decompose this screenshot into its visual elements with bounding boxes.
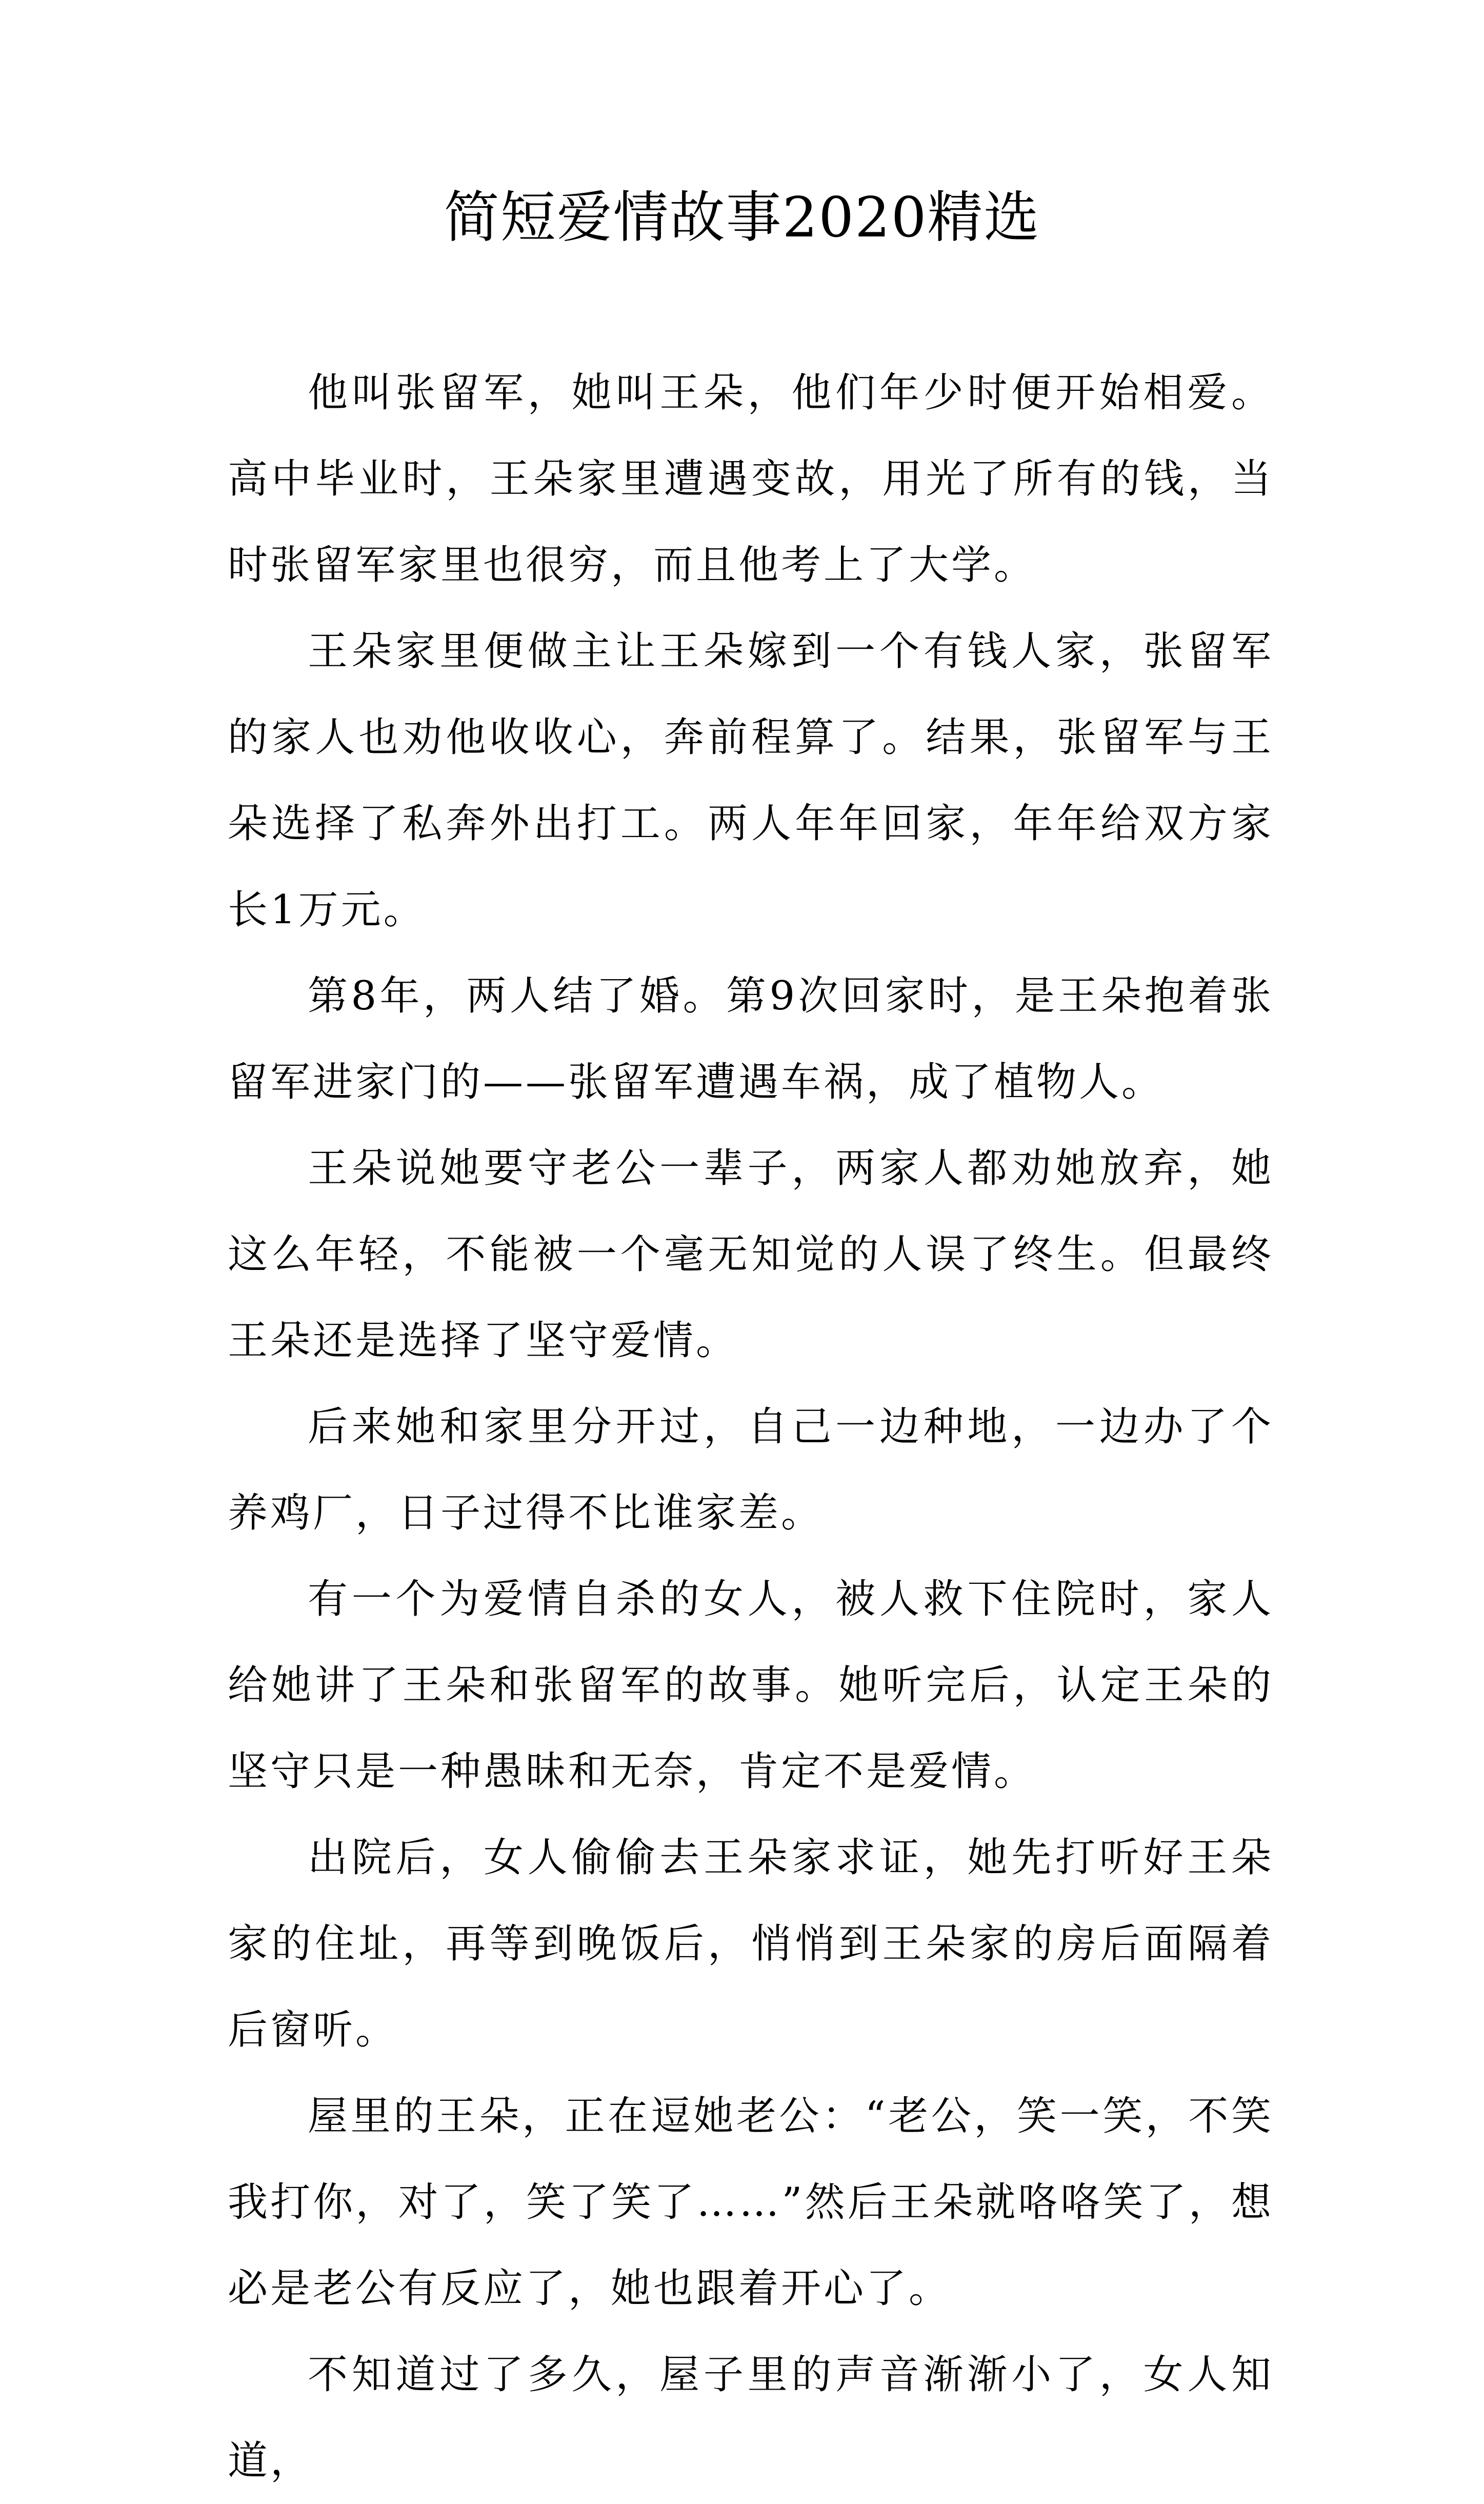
paragraph-5: 后来她和家里分开过，自己一边种地，一边办了个养鸡厂，日子过得不比谁家差。 (228, 1404, 1274, 1536)
paragraph-7: 出院后，女人偷偷去王朵家求证，她先打听好王朵家的住址，再等到晚饭后，悄悄到王朵家的房后面隔着后窗听。 (228, 1835, 1274, 2053)
document-title: 简短爱情故事2020精选 (444, 186, 1040, 250)
paragraph-6: 有一个为爱情自杀的女人，被人救下住院时，家人给她讲了王朵和张留军的故事。她听完后，认定王朵的坚守只是一种愚昧和无奈，肯定不是爱情。 (228, 1576, 1274, 1795)
paragraph-1: 他叫张留军，她叫王朵，他们年少时便开始相爱。高中毕业时，王朵家里遭遇变故，用光了所有的钱，当时张留军家里也很穷，而且他考上了大学。 (228, 370, 1274, 588)
paragraph-3: 第8年，两人结了婚。第9次回家时，是王朵抱着张留军进家门的——张留军遭遇车祸，成了植物人。 (228, 973, 1274, 1105)
document-body (228, 350, 1274, 2504)
paragraph-9: 不知道过了多久，屋子里的声音渐渐小了，女人知道， (228, 2352, 1274, 2484)
paragraph-4: 王朵说她要守老公一辈子，两家人都劝她放弃，她这么年轻，不能被一个毫无知觉的人误了终生。但最终王朵还是选择了坚守爱情。 (228, 1145, 1274, 1364)
paragraph-2: 王朵家里便做主让王朵嫁到一个有钱人家，张留军的家人也劝他收收心，奔前程算了。结果，张留军与王朵选择了私奔外出打工。两人年年回家，年年给双方家长1万元。 (228, 628, 1274, 933)
paragraph-8: 屋里的王朵，正在逗她老公：“老公，笑一笑，不笑我打你，对了，笑了笑了……”然后王朵就咯咯笑了，想必是老公有反应了，她也跟着开心了。 (228, 2093, 1274, 2312)
